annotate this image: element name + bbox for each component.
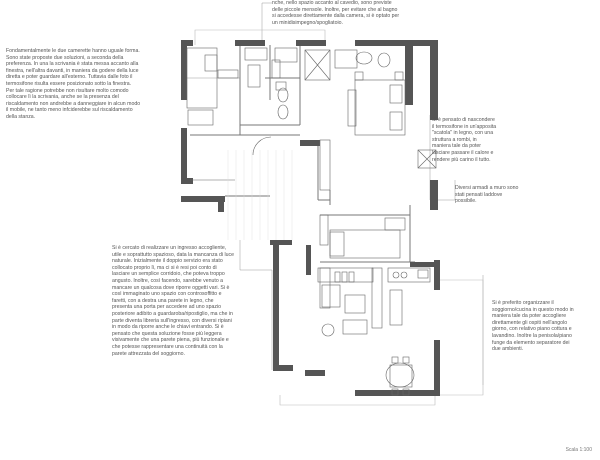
- note-bathroom: nche, nello spazio accanto al cavedio, sono previste delle piccole mensole. Inoltre, per evitare che al bagno si accedesse direttamente dalla camera, si è optato per un minidisimpegno/spogliatoio.: [272, 0, 400, 26]
- note-bedrooms: Fondamentalmente le due camerette hanno uguale forma. Sono state proposte due soluzioni, a seconda della preferenza. In una la scrivania è stata messa accanto alla finestra, nell'altra davanti, in maniera da godere della luce diretta e poter guardare all'esterno. Tuttavia dalle foto il termosifone risulta essere posizionato sotto la finestra. Per tale ragione potrebbe non risultare molto comodo collocare lì la scrivania, anche se la presenza del riscaldamento non andrebbe a danneggiare in alcun modo il mobile, ne tanto meno infciderebbe sul riscaldamento della stanza.: [6, 48, 141, 120]
- note-entrance: Si è cercato di realizzare un ingresso accogliente, utile e soprattutto spazioso, data la mancanza di luce naturale. Inizialmente il doppio servizio era stato collocato proprio lì, ma ci si è resi poi conto di lasciare un semplice corridoio, che poteva troppo angusto. Inoltre, così facendo, sarebbe venuto a mancare un qualcosa dove riporre oggetti vari. Si è così immaginato uno spazio con controsoffitto e faretti, con a destra una parete in legno, che presenta una porta per accedere ad uno spazio posteriore adibito a guardaroba/ripostiglio, ma che in parte diventa libreria sull'ingresso, con diversi ripiani in modo da riporre anche le chiavi entrando. Si è pensato che questa soluzione fosse più leggera visivamente che una parete piena, più funzionale e che potesse rappresentare una continuità con la parete attrezzata del soggiorno.: [112, 245, 234, 357]
- note-wardrobes: Diversi armadi a muro sono stati pensati laddove possibile.: [455, 185, 519, 205]
- bathroom-fixtures: [272, 48, 390, 119]
- bedroom-left-furniture: [187, 48, 267, 180]
- note-living: Si è preferito organizzare il soggiorno/cucina in questo modo in maniera tale da poter accogliere direttamente gli ospiti nell'angolo giorno, con relativo piano cottura e lavandino. Inoltre la penisola/piano funge da elemento separatore dei due ambienti.: [492, 300, 574, 353]
- interior-walls: [190, 45, 415, 262]
- bedroom-2-furniture: [320, 215, 405, 258]
- note-radiator: Si è pensato di nascondere il termosifone in un'apposita "scatola" in legno, con una struttura a rombi, in maniera tale da poter lasciare passare il calore e rendere più carino il tutto.: [432, 117, 497, 163]
- living-room-furniture: [318, 268, 430, 395]
- corridor-floor: [228, 150, 292, 240]
- scale-label: Scala 1:100: [565, 447, 592, 453]
